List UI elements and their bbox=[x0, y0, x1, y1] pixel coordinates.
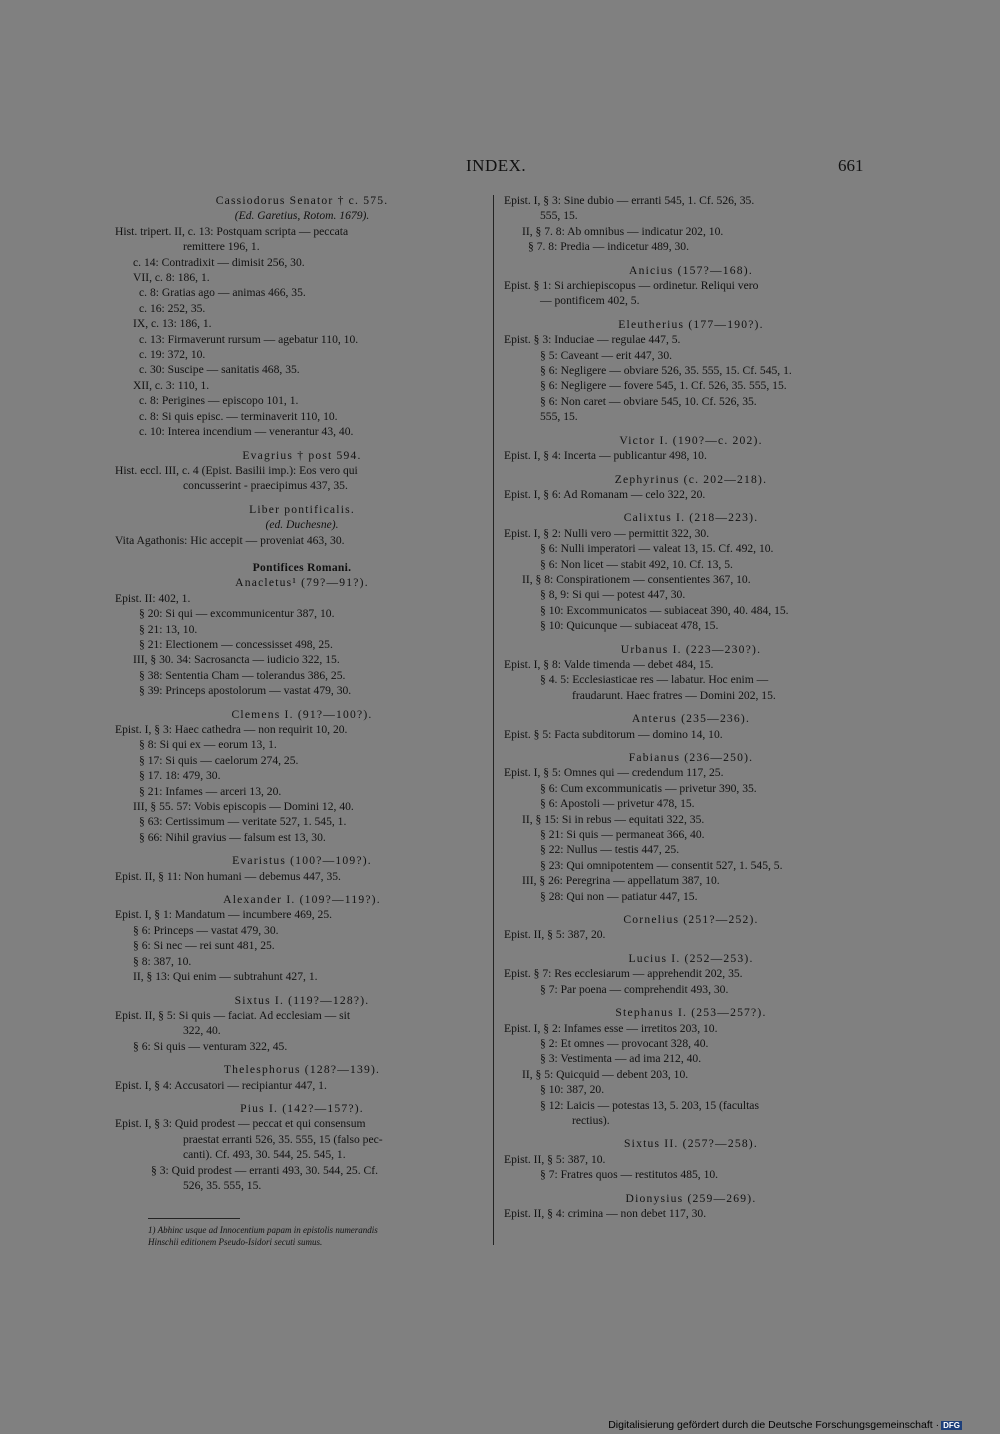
index-entry: § 6: Si quis — venturam 322, 45. bbox=[133, 1039, 288, 1053]
index-heading: Clemens I. (91?—100?). bbox=[231, 707, 373, 721]
index-entry: Epist. I, § 4: Accusatori — recipiantur 447, 1. bbox=[115, 1078, 327, 1092]
index-entry: § 21: Si quis — permaneat 366, 40. bbox=[540, 828, 705, 842]
index-entry: c. 14: Contradixit — dimisit 256, 30. bbox=[133, 255, 305, 269]
index-entry: § 8, 9: Si qui — potest 447, 30. bbox=[540, 588, 686, 602]
index-entry: canti). Cf. 493, 30. 544, 25. 545, 1. bbox=[183, 1148, 346, 1162]
index-heading: (Ed. Garetius, Rotom. 1679). bbox=[234, 209, 370, 223]
index-entry: III, § 26: Peregrina — appellatum 387, 10. bbox=[522, 874, 720, 888]
index-entry: § 3: Vestimenta — ad ima 212, 40. bbox=[540, 1052, 702, 1066]
index-heading: Liber pontificalis. bbox=[249, 502, 355, 516]
index-heading: Lucius I. (252—253). bbox=[628, 951, 754, 965]
index-entry: c. 13: Firmaverunt rursum — agebatur 110, 10. bbox=[139, 332, 359, 346]
index-entry: Epist. I, § 3: Haec cathedra — non requirit 10, 20. bbox=[115, 723, 348, 736]
index-entry: Epist. I, § 2: Infames esse — irretitos 203, 10. bbox=[504, 1021, 718, 1035]
index-entry: Epist. I, § 2: Nulli vero — permittit 322, 30. bbox=[504, 526, 710, 540]
index-entry: c. 8: Si quis episc. — terminaverit 110, 10. bbox=[139, 409, 338, 423]
index-heading: Fabianus (236—250). bbox=[628, 751, 754, 764]
index-entry: II, § 5: Quicquid — debent 203, 10. bbox=[522, 1067, 689, 1081]
index-entry: Epist. § 3: Induciae — regulae 447, 5. bbox=[504, 333, 681, 347]
index-entry: § 20: Si qui — excommunicentur 387, 10. bbox=[139, 607, 335, 621]
index-entry: § 6: Si nec — rei sunt 481, 25. bbox=[133, 939, 275, 953]
index-entry: § 6: Non caret — obviare 545, 10. Cf. 526, 35. bbox=[540, 394, 757, 408]
index-heading: Dionysius (259—269). bbox=[625, 1191, 757, 1205]
index-entry: Epist. I, § 8: Valde timenda — debet 484, 15. bbox=[504, 657, 714, 671]
index-entry: Epist. II: 402, 1. bbox=[115, 591, 191, 605]
index-heading: Pius I. (142?—157?). bbox=[240, 1101, 364, 1115]
index-entry: § 4. 5: Ecclesiasticae res — labatur. Hoc enim — bbox=[540, 673, 769, 687]
index-entry: § 22: Nullus — testis 447, 25. bbox=[540, 843, 680, 857]
index-entry: Epist. II, § 5: Si quis — faciat. Ad ecclesiam — sit bbox=[115, 1008, 351, 1022]
index-entry: IX, c. 13: 186, 1. bbox=[133, 317, 212, 331]
index-entry: VII, c. 8: 186, 1. bbox=[133, 271, 210, 285]
index-heading: (ed. Duchesne). bbox=[265, 518, 339, 532]
index-entry: remittere 196, 1. bbox=[183, 240, 260, 254]
index-entry: Epist. § 7: Res ecclesiarum — apprehendit 202, 35. bbox=[504, 967, 743, 981]
footnote-rule bbox=[148, 1218, 240, 1219]
index-entry: III, § 30. 34: Sacrosancta — iudicio 322, 15. bbox=[133, 653, 340, 667]
index-entry: § 39: Princeps apostolorum — vastat 479, 30. bbox=[139, 684, 352, 698]
index-entry: Epist. § 5: Facta subditorum — domino 14, 10. bbox=[504, 727, 723, 741]
index-entry: § 2: Et omnes — provocant 328, 40. bbox=[540, 1036, 709, 1050]
index-entry: § 17. 18: 479, 30. bbox=[139, 769, 221, 783]
index-entry: c. 16: 252, 35. bbox=[139, 301, 206, 315]
index-heading: Anterus (235—236). bbox=[631, 712, 751, 726]
index-heading: Anacletus¹ (79?—91?). bbox=[235, 576, 369, 590]
index-entry: Epist. I, § 3: Sine dubio — erranti 545, 1. Cf. 526, 35. bbox=[504, 194, 755, 207]
digitization-credit bbox=[608, 1419, 962, 1431]
index-heading: Victor I. (190?—c. 202). bbox=[619, 433, 763, 447]
index-entry: § 63: Certissimum — veritate 527, 1. 545, 1. bbox=[139, 815, 347, 829]
index-heading: Eleutherius (177—190?). bbox=[618, 317, 764, 331]
page-number: 661 bbox=[838, 156, 864, 175]
index-entry: II, § 8: Conspirationem — consentientes 367, 10. bbox=[522, 572, 751, 586]
index-entry: § 8: 387, 10. bbox=[133, 954, 192, 968]
index-entry: § 7: Par poena — comprehendit 493, 30. bbox=[540, 982, 729, 996]
index-entry: § 8: Si qui ex — eorum 13, 1. bbox=[139, 738, 277, 752]
index-entry: § 6: Cum excommunicatis — privetur 390, 35. bbox=[540, 781, 757, 795]
index-entry: § 66: Nihil gravius — falsum est 13, 30. bbox=[139, 830, 326, 844]
index-heading: Sixtus II. (257?—258). bbox=[624, 1137, 758, 1151]
index-entry: concusserint - praecipimus 437, 35. bbox=[183, 479, 348, 493]
running-head-title: INDEX. bbox=[466, 156, 527, 175]
index-entry: XII, c. 3: 110, 1. bbox=[133, 378, 210, 392]
index-heading: Calixtus I. (218—223). bbox=[623, 511, 759, 525]
index-entry: II, § 7. 8: Ab omnibus — indicatur 202, 10. bbox=[522, 224, 724, 238]
index-entry: § 6: Nulli imperatori — valeat 13, 15. Cf. 492, 10. bbox=[540, 542, 774, 556]
index-entry: fraudarunt. Haec fratres — Domini 202, 15. bbox=[572, 688, 776, 702]
index-entry: § 10: 387, 20. bbox=[540, 1083, 605, 1097]
index-heading: Cassiodorus Senator † c. 575. bbox=[215, 194, 389, 207]
index-entry: § 7: Fratres quos — restitutos 485, 10. bbox=[540, 1168, 719, 1182]
column-divider bbox=[493, 195, 494, 1245]
index-heading: Sixtus I. (119?—128?). bbox=[234, 993, 370, 1007]
index-entry: § 28: Qui non — patiatur 447, 15. bbox=[540, 889, 698, 903]
index-entry: Epist. I, § 3: Quid prodest — peccat et qui consensum bbox=[115, 1117, 366, 1131]
index-heading: Stephanus I. (253—257?). bbox=[615, 1006, 767, 1020]
index-heading: Alexander I. (109?—119?). bbox=[223, 893, 381, 907]
right-column bbox=[504, 193, 878, 1221]
index-heading: Evaristus (100?—109?). bbox=[232, 854, 372, 868]
section-heading: Pontifices Romani. bbox=[252, 560, 352, 574]
index-entry: § 6: Princeps — vastat 479, 30. bbox=[133, 923, 279, 937]
index-entry: c. 8: Gratias ago — animas 466, 35. bbox=[139, 286, 306, 300]
index-entry: 526, 35. 555, 15. bbox=[183, 1178, 262, 1192]
index-entry: Epist. I, § 4: Incerta — publicantur 498, 10. bbox=[504, 449, 707, 463]
index-entry: § 6: Negligere — fovere 545, 1. Cf. 526, 35. 555, 15. bbox=[540, 379, 787, 393]
index-entry: III, § 55. 57: Vobis episcopis — Domini 12, 40. bbox=[133, 800, 354, 814]
index-entry: praestat erranti 526, 35. 555, 15 (falso pec- bbox=[183, 1132, 383, 1146]
index-entry: § 6: Negligere — obviare 526, 35. 555, 15. Cf. 545, 1. bbox=[540, 364, 792, 378]
index-entry: § 3: Quid prodest — erranti 493, 30. 544, 25. Cf. bbox=[151, 1163, 379, 1177]
footnote bbox=[148, 1224, 488, 1248]
index-entry: Epist. II, § 4: crimina — non debet 117, 30. bbox=[504, 1206, 707, 1220]
index-entry: § 10: Quicunque — subiaceat 478, 15. bbox=[540, 619, 719, 633]
index-entry: rectius). bbox=[572, 1113, 610, 1127]
index-heading: Anicius (157?—168). bbox=[629, 263, 753, 277]
index-entry: c. 30: Suscipe — sanitatis 468, 35. bbox=[139, 363, 300, 377]
index-entry: § 6: Apostoli — privetur 478, 15. bbox=[540, 797, 695, 811]
index-entry: § 10: Excommunicatos — subiaceat 390, 40. 484, 15. bbox=[540, 603, 789, 617]
index-heading: Zephyrinus (c. 202—218). bbox=[614, 472, 768, 486]
index-entry: c. 19: 372, 10. bbox=[139, 348, 206, 362]
index-entry: § 21: Electionem — concessisset 498, 25. bbox=[139, 637, 333, 651]
index-entry: § 6: Non licet — stabit 492, 10. Cf. 13, 5. bbox=[540, 557, 733, 571]
index-entry: Epist. I, § 5: Omnes qui — credendum 117, 25. bbox=[504, 766, 724, 780]
index-heading: Urbanus I. (223—230?). bbox=[620, 642, 762, 656]
index-entry: — pontificem 402, 5. bbox=[540, 294, 640, 308]
index-entry: § 7. 8: Predia — indicetur 489, 30. bbox=[528, 240, 689, 254]
left-column bbox=[115, 193, 489, 1193]
index-entry: II, § 13: Qui enim — subtrahunt 427, 1. bbox=[133, 970, 318, 984]
index-heading: Thelesphorus (128?—139). bbox=[223, 1063, 381, 1077]
index-entry: 322, 40. bbox=[183, 1024, 221, 1038]
dfg-logo: DFG bbox=[943, 1420, 960, 1430]
index-entry: § 21: Infames — arceri 13, 20. bbox=[139, 784, 282, 798]
index-entry: § 12: Laicis — potestas 13, 5. 203, 15 (facultas bbox=[540, 1098, 759, 1112]
index-entry: 555, 15. bbox=[540, 410, 578, 424]
index-entry: Epist. II, § 5: 387, 20. bbox=[504, 928, 606, 942]
index-entry: Hist. eccl. III, c. 4 (Epist. Basilii imp.): Eos vero qui bbox=[115, 463, 358, 477]
index-entry: Epist. § 1: Si archiepiscopus — ordinetur. Reliqui vero bbox=[504, 279, 759, 293]
footnote-line: Hinschii editionem Pseudo-Isidori secuti sumus. bbox=[148, 1237, 323, 1247]
index-entry: Hist. tripert. II, c. 13: Postquam scripta — peccata bbox=[115, 224, 349, 238]
index-entry: II, § 15: Si in rebus — equitati 322, 35. bbox=[522, 812, 705, 826]
index-heading: Cornelius (251?—252). bbox=[623, 913, 759, 927]
index-entry: Epist. I, § 6: Ad Romanam — celo 322, 20. bbox=[504, 487, 706, 501]
index-entry: § 5: Caveant — erit 447, 30. bbox=[540, 348, 673, 362]
index-entry: § 23: Qui omnipotentem — consentit 527, 1. 545, 5. bbox=[540, 858, 783, 872]
index-entry: § 21: 13, 10. bbox=[139, 622, 198, 636]
index-entry: § 38: Sententia Cham — tolerandus 386, 25. bbox=[139, 668, 346, 682]
index-entry: Vita Agathonis: Hic accepit — proveniat 463, 30. bbox=[115, 533, 345, 547]
index-entry: Epist. II, § 5: 387, 10. bbox=[504, 1152, 606, 1166]
index-entry: Epist. II, § 11: Non humani — debemus 447, 35. bbox=[115, 869, 341, 883]
index-entry: c. 10: Interea incendium — venerantur 43, 40. bbox=[139, 425, 354, 439]
index-entry: c. 8: Perigines — episcopo 101, 1. bbox=[139, 394, 299, 408]
index-heading: Evagrius † post 594. bbox=[242, 448, 362, 462]
index-entry: 555, 15. bbox=[540, 209, 578, 223]
footnote-line: 1) Abhinc usque ad Innocentium papam in epistolis numerandis bbox=[148, 1225, 378, 1235]
credit-text: Digitalisierung gefördert durch die Deutsche Forschungsgemeinschaft · bbox=[608, 1419, 940, 1431]
index-entry: Epist. I, § 1: Mandatum — incumbere 469, 25. bbox=[115, 908, 333, 922]
index-entry: § 17: Si quis — caelorum 274, 25. bbox=[139, 753, 299, 767]
